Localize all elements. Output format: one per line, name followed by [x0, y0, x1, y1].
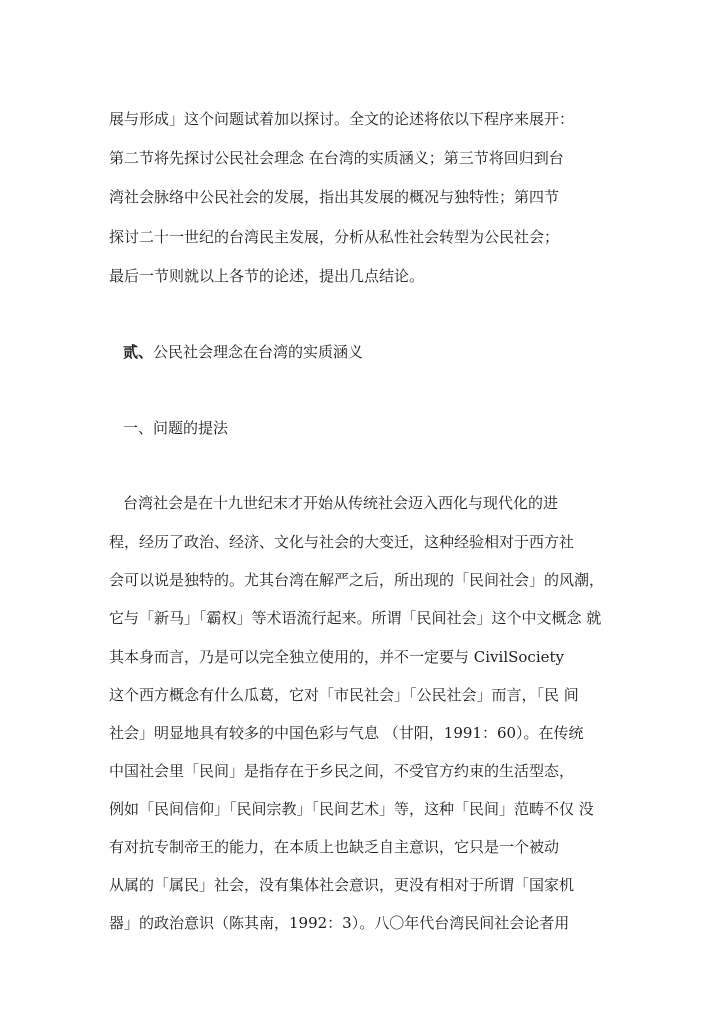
paragraph-line: 器」的政治意识（陈其南，1992：3）。八〇年代台湾民间社会论者用 [109, 914, 570, 932]
paragraph-line: 湾社会脉络中公民社会的发展，指出其发展的概况与独特性；第四节 [109, 188, 560, 206]
section-heading [123, 340, 629, 364]
paragraph-line: 从属的「属民」社会，没有集体社会意识，更没有相对于所谓「国家机 [109, 876, 575, 894]
paragraph-line: 有对抗专制帝王的能力，在本质上也缺乏自主意识，它只是一个被动 [109, 838, 560, 856]
paragraph-line: 程，经历了政治、经济、文化与社会的大变迁，这种经验相对于西方社 [109, 533, 575, 551]
paragraph-line: 其本身而言，乃是可以完全独立使用的，并不一定要与 CivilSociety [109, 648, 564, 666]
paragraph-line: 会可以说是独特的。尤其台湾在解严之后，所出现的「民间社会」的风潮， [109, 571, 605, 589]
paragraph-line: 第二节将先探讨公民社会理念 在台湾的实质涵义；第三节将回归到台 [109, 149, 564, 167]
paragraph-line: 这个西方概念有什么瓜葛，它对「市民社会」「公民社会」而言，「民 间 [109, 686, 579, 704]
paragraph-line: 探讨二十一世纪的台湾民主发展，分析从私性社会转型为公民社会； [109, 228, 560, 246]
paragraph-line: 它与「新马」「霸权」等术语流行起来。所谓「民间社会」这个中文概念 就 [109, 609, 602, 627]
paragraph-line: 展与形成」这个问题试着加以探讨。全文的论述将依以下程序来展开： [109, 110, 575, 128]
paragraph-line: 台湾社会是在十九世纪末才开始从传统社会迈入西化与现代化的进 [123, 494, 559, 512]
section-title: 公民社会理念在台湾的实质涵义 [153, 343, 364, 361]
section-number: 贰、 [123, 343, 154, 361]
paragraph-line: 社会」明显地具有较多的中国色彩与气息 （甘阳，1991：60）。在传统 [109, 724, 584, 742]
paragraph-line: 中国社会里「民间」是指存在于乡民之间，不受官方约束的生活型态， [109, 762, 575, 780]
paragraph-line: 最后一节则就以上各节的论述，提出几点结论。 [109, 267, 425, 285]
paragraph-line: 例如「民间信仰」「民间宗教」「民间艺术」等，这种「民间」范畴不仅 没 [109, 800, 594, 818]
subsection-heading: 一、问题的提法 [123, 419, 229, 437]
